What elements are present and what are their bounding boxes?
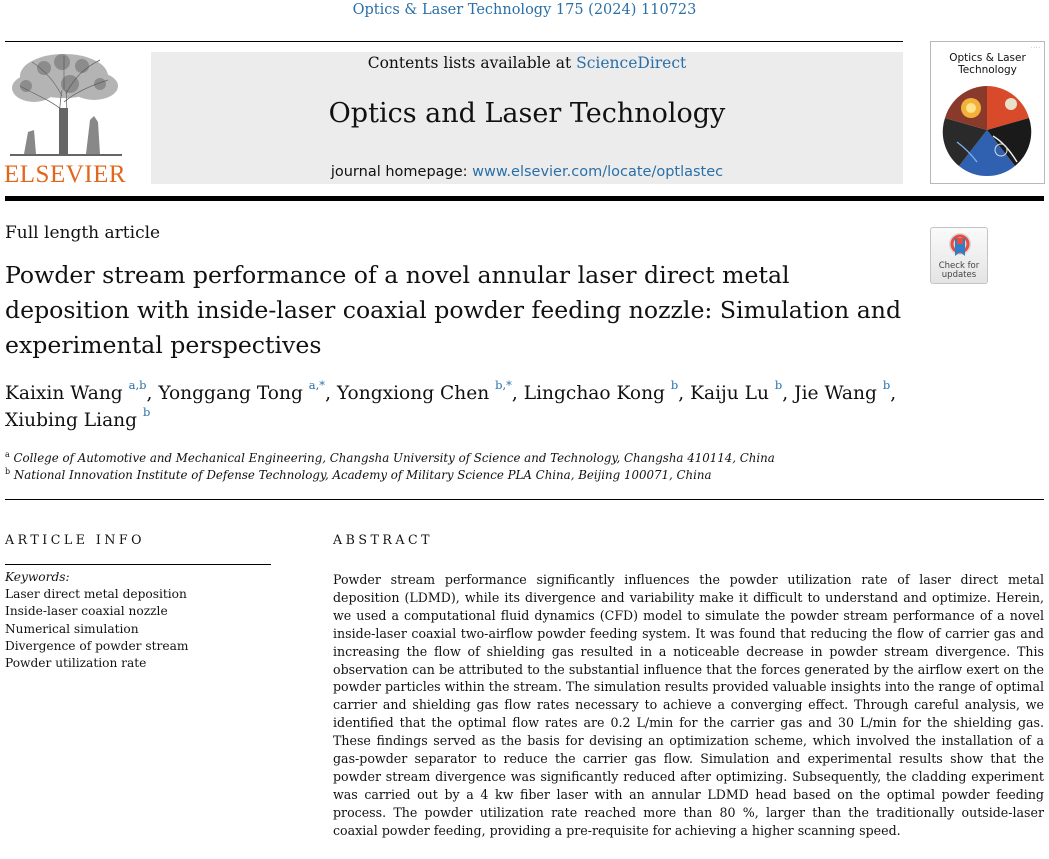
article-info-heading: ARTICLE INFO (5, 532, 145, 547)
homepage-link[interactable]: www.elsevier.com/locate/optlastec (472, 164, 724, 180)
author-name[interactable]: Jie Wang (794, 383, 877, 404)
affiliation-label: b (5, 467, 11, 477)
homepage-line (151, 164, 903, 180)
cover-title: Optics & Laser Technology (949, 52, 1026, 76)
author-name[interactable]: Kaiju Lu (690, 383, 769, 404)
homepage-prefix: journal homepage: (330, 164, 473, 180)
elsevier-logo[interactable] (4, 50, 126, 188)
affiliation-label: a (5, 450, 10, 460)
keyword-item[interactable]: Divergence of powder stream (5, 638, 189, 653)
author-name[interactable]: Yongxiong Chen (336, 383, 490, 404)
author-name[interactable]: Yonggang Tong (158, 383, 303, 404)
abstract-heading: ABSTRACT (333, 532, 433, 547)
author-affiliation-marker[interactable]: b (142, 404, 151, 419)
affiliation-text: National Innovation Institute of Defense Technology, Academy of Military Science PLA China, Beijing 100071, China (10, 468, 712, 482)
contents-prefix: Contents lists available at (367, 54, 577, 72)
author-affiliation-marker[interactable]: b (670, 377, 679, 392)
elsevier-wordmark: ELSEVIER (4, 161, 127, 188)
cover-corner-text: · · · · (1031, 45, 1040, 50)
crossmark-icon (948, 232, 972, 260)
article-type: Full length article (5, 223, 161, 243)
author-list: Kaixin Wang $^{a,b}$, Yonggang Tong $^{a,*}$, Yongxiong Chen $^{b,*}$, Lingchao Kong $^b$, Kaiju Lu $^b$, Jie Wang $^b$, Xiubing Liang $^b$ (5, 377, 897, 431)
author-name[interactable]: Lingchao Kong (523, 383, 665, 404)
journal-name: Optics and Laser Technology (328, 98, 726, 129)
journal-banner (151, 52, 903, 184)
keyword-item[interactable]: Powder utilization rate (5, 656, 147, 671)
sciencedirect-link[interactable]: ScienceDirect (576, 54, 687, 72)
keyword-item[interactable]: Numerical simulation (5, 621, 139, 636)
affiliation-text: College of Automotive and Mechanical Engineering, Changsha University of Science and Technology, Changsha 410114, China (9, 451, 775, 465)
check-for-updates-label: Check for updates (938, 261, 980, 280)
author-affiliation-marker[interactable]: a,b (128, 377, 147, 392)
header-thick-rule (5, 196, 1044, 201)
journal-cover[interactable] (930, 41, 1045, 184)
affiliation-list (5, 450, 905, 484)
article-title: Powder stream performance of a novel annular laser direct metal deposition with inside-laser coaxial powder feeding nozzle: Simulation and experimental perspectives (5, 261, 902, 359)
journal-reference[interactable]: Optics & Laser Technology 175 (2024) 110723 (352, 2, 697, 18)
keyword-item[interactable]: Laser direct metal deposition (5, 587, 187, 602)
keyword-item[interactable]: Inside-laser coaxial nozzle (5, 604, 168, 619)
contents-line (151, 54, 903, 72)
journal-cover-image (937, 82, 1037, 179)
section-divider (5, 499, 1044, 500)
author-name[interactable]: Kaixin Wang (5, 383, 123, 404)
keywords-block (5, 569, 275, 672)
author-affiliation-marker[interactable]: b (882, 377, 891, 392)
affiliation-item (5, 467, 905, 484)
abstract-text: Powder stream performance significantly influences the powder utilization rate of laser direct metal deposition (LDMD), while its divergence and variability make it difficult to understand and optimize. Herein, we used a computational fluid dynamics (CFD) model to simulate the powder stream performance of a novel inside-laser coaxial two-airflow powder feeding system. It was found that reducing the flow of carrier gas and increasing the flow of shielding gas resulted in a noticeable decrease in powder stream divergence. This observation can be attributed to the substantial influence that the forces generated by the airflow exert on the powder particles within the stream. The simulation results provided valuable insights into the range of optimal carrier and shielding gas flow rates necessary to achieve a converging effect. Through careful analysis, we identified that the optimal flow rates are 0.2 L/min for the carrier gas and 30 L/min for the shielding gas. These findings served as the basis for devising an optimization scheme, which involved the installation of a gas-powder separator to reduce the carrier gas flow. Simulation and experimental results show that the powder stream divergence was significantly reduced after optimizing. Subsequently, the cladding experiment was carried out by a 4 kw fiber laser with an annular LDMD head based on the optimal powder feeding process. The powder utilization rate reached more than 80 %, larger than the traditionally outside-laser coaxial powder feeding, providing a pre-requisite for achieving a higher scanning speed. (333, 572, 1044, 838)
author-affiliation-marker[interactable]: a,* (308, 377, 326, 392)
header-top-rule (5, 41, 903, 42)
author-affiliation-marker[interactable]: b (774, 377, 783, 392)
check-for-updates-button[interactable] (930, 227, 988, 284)
affiliation-item (5, 450, 905, 467)
author-affiliation-marker[interactable]: b,* (495, 377, 512, 392)
article-info-rule (5, 564, 271, 565)
elsevier-tree-icon (4, 50, 126, 160)
keywords-label: Keywords: (5, 570, 70, 584)
author-name[interactable]: Xiubing Liang (5, 410, 138, 431)
